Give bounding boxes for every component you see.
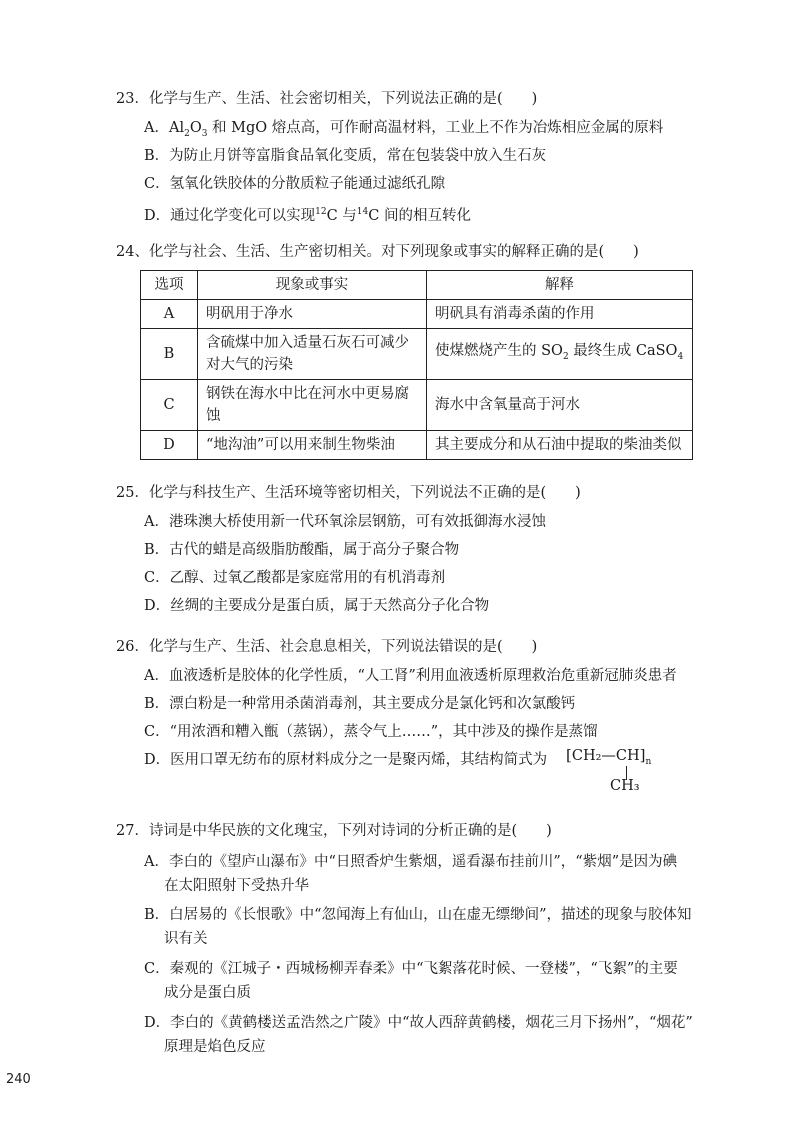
table-cell-option: B: [141, 329, 198, 380]
table-row: [141, 380, 693, 431]
question-26-option-b: B．漂白粉是一种常用杀菌消毒剂，其主要成分是氯化钙和次氯酸钙: [144, 696, 576, 712]
question-27-option-a: A．李白的《望庐山瀑布》中“日照香炉生紫烟，遥看瀑布挂前川”，“紫烟”是因为碘: [144, 854, 678, 870]
question-26-option-a: A．血液透析是胶体的化学性质，“人工肾”利用血液透析原理救治危重新冠肺炎患者: [144, 668, 677, 684]
bracket-right: ]: [639, 746, 646, 764]
question-23-option-d: D．通过化学变化可以实现$^{12}$C 与$^{14}$C 间的相互转化: [144, 207, 471, 224]
question-26-stem: 26．化学与生产、生活、社会息息相关，下列说法错误的是( ): [116, 639, 538, 655]
question-23-stem: 23．化学与生产、生活、社会密切相关，下列说法正确的是( ): [116, 91, 538, 107]
question-25-option-c: C．乙醇、过氧乙酸都是家庭常用的有机消毒剂: [144, 570, 446, 586]
question-25-stem: 25．化学与科技生产、生活环境等密切相关，下列说法不正确的是( ): [116, 485, 581, 501]
table-header-option: 选项: [141, 271, 198, 300]
question-24-table: [140, 270, 693, 460]
table-row: [141, 300, 693, 329]
structure-subscript-n: n: [645, 756, 652, 767]
table-cell-option: D: [141, 431, 198, 460]
table-header-explanation: 解释: [427, 271, 693, 300]
table-cell-fact: 明矾用于净水: [198, 300, 427, 329]
question-27-stem: 27．诗词是中华民族的文化瑰宝，下列对诗词的分析正确的是( ): [116, 823, 552, 839]
question-25-option-d: D．丝绸的主要成分是蛋白质，属于天然高分子化合物: [144, 598, 490, 614]
structure-branch-ch3: CH₃: [610, 778, 640, 794]
table-cell-explanation: 明矾具有消毒杀菌的作用: [427, 300, 693, 329]
question-24-stem: 24、化学与社会、生活、生产密切相关。对下列现象或事实的解释正确的是( ): [116, 244, 639, 260]
page-number: 240: [6, 1072, 31, 1087]
table-cell-explanation: 其主要成分和从石油中提取的柴油类似: [427, 431, 693, 460]
table-cell-explanation: 使煤燃烧产生的 $SO_2$ 最终生成 CaSO$_4$: [427, 329, 693, 380]
question-23-option-a: A．$Al_2O_3$ 和 MgO 熔点高，可作耐高温材料，工业上不作为冶炼相应金属的原料: [144, 120, 664, 139]
question-25-option-b: B．古代的蜡是高级脂肪酸酯，属于高分子聚合物: [144, 542, 460, 558]
question-23-option-b: B．为防止月饼等富脂食品氧化变质，常在包装袋中放入生石灰: [144, 148, 547, 164]
question-26-option-c: C．“用浓酒和糟入甑（蒸锅），蒸令气上……”，其中涉及的操作是蒸馏: [144, 724, 598, 740]
polypropylene-structure: [566, 746, 651, 767]
question-27-option-d: D．李白的《黄鹤楼送孟浩然之广陵》中“故人西辞黄鹤楼，烟花三月下扬州”，“烟花”: [144, 1015, 693, 1031]
question-25-option-a: A．港珠澳大桥使用新一代环氧涂层钢筋，可有效抵御海水浸蚀: [144, 514, 546, 530]
table-cell-option: C: [141, 380, 198, 431]
question-26-option-d: D．医用口罩无纺布的原材料成分之一是聚丙烯，其结构简式为: [144, 752, 548, 768]
table-header-fact: 现象或事实: [198, 271, 427, 300]
table-header-row: [141, 271, 693, 300]
table-cell-option: A: [141, 300, 198, 329]
question-23-option-c: C．氢氧化铁胶体的分散质粒子能通过滤纸孔隙: [144, 176, 446, 192]
question-27-option-a-cont: 在太阳照射下受热升华: [164, 878, 309, 894]
table-cell-fact: “地沟油”可以用来制生物柴油: [198, 431, 427, 460]
question-27-option-c: C．秦观的《江城子・西城杨柳弄春柔》中“飞絮落花时候、一登楼”，“飞絮”的主要: [144, 961, 678, 977]
table-cell-explanation: 海水中含氧量高于河水: [427, 380, 693, 431]
table-cell-fact: 钢铁在海水中比在河水中更易腐蚀: [198, 380, 427, 431]
structure-main-chain: CH₂—CH: [571, 748, 640, 764]
table-row: [141, 431, 693, 460]
question-27-option-b-cont: 识有关: [164, 931, 208, 947]
table-row: [141, 329, 693, 380]
question-27-option-b: B．白居易的《长恨歌》中“忽闻海上有仙山，山在虚无缥缈间”，描述的现象与胶体知: [144, 907, 692, 923]
table-cell-fact: 含硫煤中加入适量石灰石可减少对大气的污染: [198, 329, 427, 380]
bracket-left: [: [566, 746, 572, 764]
question-27-option-c-cont: 成分是蛋白质: [164, 985, 251, 1001]
question-27-option-d-cont: 原理是焰色反应: [164, 1039, 266, 1055]
